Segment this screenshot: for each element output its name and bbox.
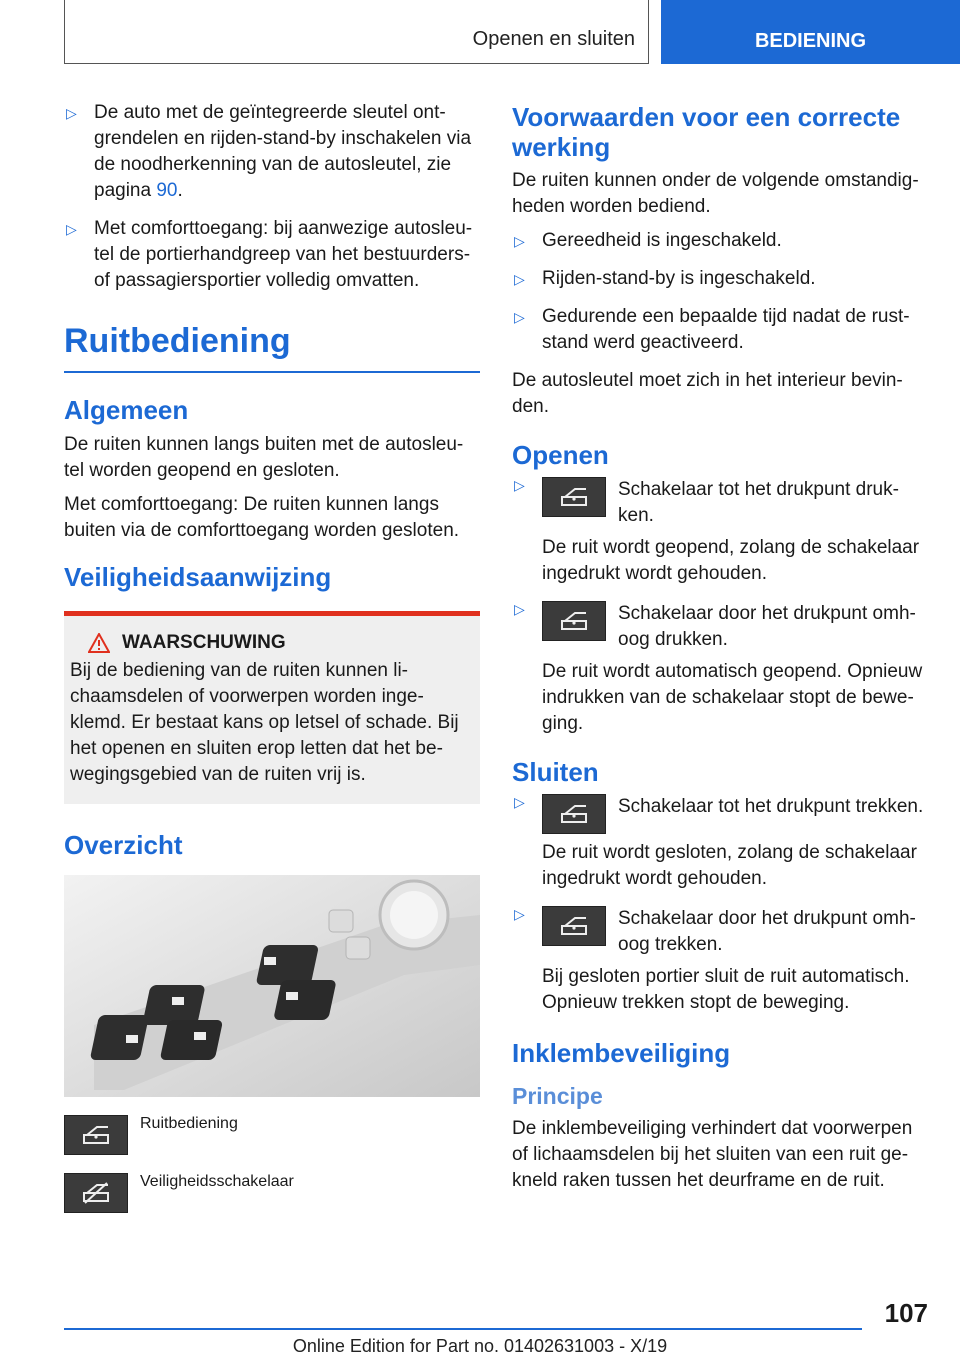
step-item <box>512 906 932 1016</box>
intro-bullets <box>64 100 480 294</box>
triangle-bullet-icon: ▷ <box>514 271 525 287</box>
footer-divider <box>64 1328 862 1330</box>
section-heading-algemeen: Algemeen <box>64 395 189 425</box>
warning-header <box>70 632 468 654</box>
step-action: Schakelaar tot het drukpunt trekken. <box>618 796 924 817</box>
left-column <box>64 100 480 1213</box>
step-item <box>512 794 932 892</box>
safety-switch-icon <box>64 1173 128 1213</box>
paragraph: Met comforttoegang: De ruiten kunnen langs buiten via de comforttoegang worden gesloten. <box>64 494 460 541</box>
triangle-bullet-icon: ▷ <box>514 601 525 617</box>
list-item <box>512 304 932 356</box>
section-heading-openen: Openen <box>512 440 609 470</box>
bullet-text-end: . <box>177 180 183 201</box>
warning-text: Bij de bediening van de ruiten kunnen li-chaamsdelen of voorwerpen worden inge-klemd. Er bestaat kans op letsel of schade. Bij het openen en sluiten erop letten dat het be-wegingsgebied van de ruiten vrij is. <box>70 660 459 785</box>
legend-label: Veiligheidsschakelaar <box>140 1173 294 1190</box>
page-number: 107 <box>884 1298 928 1328</box>
triangle-bullet-icon: ▷ <box>514 477 525 493</box>
step-result: De ruit wordt geopend, zolang de schakelaar ingedrukt wordt gehouden. <box>542 537 920 584</box>
section-heading-voorwaarden: Voorwaarden voor een correcte werking <box>512 102 901 162</box>
bullet-text: Gedurende een bepaalde tijd nadat de rust-stand werd geactiveerd. <box>542 306 910 353</box>
window-switch-icon <box>542 794 606 834</box>
legend-row <box>64 1115 480 1155</box>
edition-text: Online Edition for Part no. 01402631003 - X/19 <box>292 1336 668 1356</box>
chapter-heading: Ruitbediening <box>64 322 480 373</box>
list-item <box>512 228 932 254</box>
section-heading-veiligheid: Veiligheidsaanwijzing <box>64 562 332 592</box>
window-switch-icon <box>64 1115 128 1155</box>
paragraph: De ruiten kunnen langs buiten met de autosleu-tel worden geopend en gesloten. <box>64 434 464 481</box>
paragraph: De autosleutel moet zich in het interieur bevin-den. <box>512 370 903 417</box>
subsection-heading-principe: Principe <box>512 1083 603 1109</box>
legend-label: Ruitbediening <box>140 1115 238 1132</box>
section-heading-sluiten: Sluiten <box>512 757 599 787</box>
triangle-bullet-icon: ▷ <box>66 105 77 121</box>
section-title: Openen en sluiten <box>472 28 635 50</box>
step-result: De ruit wordt automatisch geopend. Opnieuw indrukken van de schakelaar stopt de bewe-ging. <box>542 661 923 734</box>
triangle-bullet-icon: ▷ <box>514 794 525 810</box>
step-action: Schakelaar tot het drukpunt druk-ken. <box>618 479 899 526</box>
triangle-bullet-icon: ▷ <box>514 906 525 922</box>
paragraph: De ruiten kunnen onder de volgende omstandig-heden worden bediend. <box>512 170 919 217</box>
right-column <box>512 100 932 1202</box>
list-item <box>64 216 480 294</box>
triangle-bullet-icon: ▷ <box>514 233 525 249</box>
bullet-text: Met comforttoegang: bij aanwezige autosleu-tel de portierhandgreep van het bestuurders- of passagiersportier volledig omvatten. <box>94 218 473 291</box>
step-action: Schakelaar door het drukpunt omh-oog drukken. <box>618 603 916 650</box>
paragraph: De inklembeveiliging verhindert dat voorwerpen of lichaamsdelen bij het sluiten van een ruit ge-kneld raken tussen het deurframe en de ruit. <box>512 1118 913 1191</box>
bullet-text: Gereedheid is ingeschakeld. <box>542 230 782 251</box>
triangle-bullet-icon: ▷ <box>514 309 525 325</box>
section-heading-overzicht: Overzicht <box>64 830 183 860</box>
window-switch-icon <box>542 601 606 641</box>
door-panel-illustration <box>64 875 480 1097</box>
triangle-bullet-icon: ▷ <box>66 221 77 237</box>
conditions-list <box>512 228 932 356</box>
step-action: Schakelaar door het drukpunt omh-oog trekken. <box>618 908 916 955</box>
window-switch-icon <box>542 477 606 517</box>
bullet-text: Rijden-stand-by is ingeschakeld. <box>542 268 816 289</box>
window-controls-photo <box>64 875 480 1097</box>
window-switch-icon <box>542 906 606 946</box>
legend-row <box>64 1173 480 1213</box>
bullet-text: De auto met de geïntegreerde sleutel ont-grendelen en rijden-stand-by inschakelen via de noodherkenning van de autosleutel, zie pagina <box>94 102 472 201</box>
step-item <box>512 477 932 587</box>
chapter-tab[interactable]: BEDIENING <box>661 0 960 64</box>
step-result: De ruit wordt gesloten, zolang de schakelaar ingedrukt wordt gehouden. <box>542 842 917 889</box>
warning-title: WAARSCHUWING <box>122 632 286 653</box>
step-result: Bij gesloten portier sluit de ruit automatisch. Opnieuw trekken stopt de beweging. <box>542 966 910 1013</box>
warning-triangle-icon <box>88 633 110 653</box>
warning-box <box>64 611 480 804</box>
section-heading-inklem: Inklembeveiliging <box>512 1038 731 1068</box>
list-item <box>64 100 480 204</box>
page-link[interactable]: 90 <box>156 180 178 201</box>
step-item <box>512 601 932 737</box>
list-item <box>512 266 932 292</box>
